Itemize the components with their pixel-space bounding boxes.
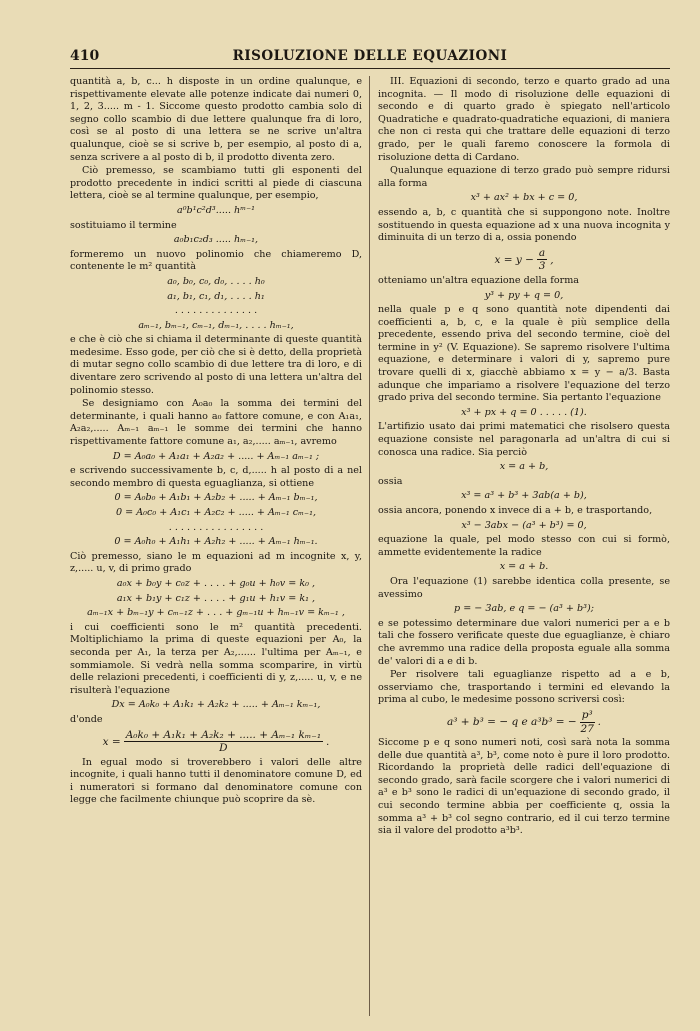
denominator: D <box>219 742 228 755</box>
fraction <box>537 247 547 273</box>
fraction-formula <box>70 729 362 755</box>
formula: 0 = A₀c₀ + A₁c₁ + A₂c₂ + ..... + Aₘ₋₁ cₘ₋₁, <box>115 507 316 518</box>
paragraph: Per risolvere tali eguaglianze rispetto ad a e b, osserviamo che, trasportando i termini ed elevando la prima al cubo, le medesime possono scriversi così: <box>378 669 670 706</box>
paragraph: Ciò premesso, siano le m equazioni ad m incognite x, y, z,..... u, v, di primo grado <box>70 550 362 575</box>
left-column <box>70 76 362 808</box>
formula: . . . . . . . . . . . . . . <box>174 305 258 317</box>
paragraph: In egual modo si troverebbero i valori delle altre incognite, i quali hanno tutti il denominatore comune D, ed i numeratori si formano dal denominatore comune con legge che facilmente chiunque può scoprire da sè. <box>70 756 362 806</box>
formula: x = a + b, <box>499 461 549 473</box>
numerator: p³ <box>581 708 593 721</box>
paragraph: equazione la quale, pel modo stesso con cui si formò, ammette evidentemente la radice <box>378 534 670 558</box>
paragraph: e che è ciò che si chiama il determinante di queste quantità medesime. Esso gode, per ciò che si è detto, della proprietà di mutar segno collo scambio di due lettere tra di loro, e di diventare zero scrivendo al posto di una lettera un'altra del polinomio stesso. <box>70 334 362 396</box>
fraction-formula <box>378 247 670 273</box>
formula: a₁, b₁, c₁, d₁, . . . . h₁ <box>167 290 265 302</box>
paragraph: quantità a, b, c... h disposte in un ordine qualunque, e rispettivamente elevate alle potenze indicate dai numeri 0, 1, 2, 3..... m - 1. Siccome questo prodotto cambia solo di segno collo scambio di due lettere qualunque fra di loro, così se al posto di una lettera se ne scrive un'altra qualunque, cioè se si scrive b, per esempio, al posto di a, senza scrivere a al posto di b, il prodotto diventa zero. <box>70 76 362 163</box>
formula-end: . <box>326 735 330 748</box>
paragraph: essendo a, b, c quantità che si suppongono note. Inoltre sostituendo in questa equazione ad x una nuova incognita y diminuita di un terzo di a, ossia ponendo <box>378 206 670 244</box>
formula: D = A₀a₀ + A₁a₁ + A₂a₂ + ..... + Aₘ₋₁ aₘ₋₁ ; <box>112 450 320 462</box>
formula: x³ + px + q = 0 . . . . . (1). <box>461 406 587 418</box>
formula: x³ = a³ + b³ + 3ab(a + b), <box>461 490 587 502</box>
formula-end: . <box>597 716 602 728</box>
paragraph: ossia <box>378 475 403 487</box>
paragraph: otteniamo un'altra equazione della forma <box>378 274 580 286</box>
page-header <box>70 44 670 68</box>
formula: y³ + py + q = 0, <box>484 289 564 301</box>
formula: x³ + ax² + bx + c = 0, <box>470 192 578 204</box>
paragraph: L'artifizio usato dai primi matematici che risolsero questa equazione consiste nel paragonarla ad un'altra di cui si conosca una radice. Sia perciò <box>378 421 670 458</box>
denominator: 3 <box>538 260 546 273</box>
formula: aₘ₋₁x + bₘ₋₁y + cₘ₋₁z + . . . + gₘ₋₁u + hₘ₋₁v = kₘ₋₁ , <box>87 607 345 619</box>
denominator: 27 <box>580 722 594 735</box>
formula: a₀, b₀, c₀, d₀, . . . . h₀ <box>167 275 265 287</box>
paragraph: Qualunque equazione di terzo grado può sempre ridursi alla forma <box>378 165 670 189</box>
formula-lhs: x = y − <box>494 253 534 266</box>
formula: a⁰b¹c²d³..... hᵐ⁻¹ <box>176 204 256 216</box>
formula: a₀b₁c₂d₃ ..... hₘ₋₁, <box>173 234 259 246</box>
formula: x = a + b. <box>499 561 549 573</box>
paragraph: sostituiamo il termine <box>70 219 177 231</box>
numerator: a <box>538 246 546 259</box>
column-divider <box>369 76 370 1016</box>
paragraph: e se potessimo determinare due valori numerici per a e b tali che fossero verificate queste due eguaglianze, è chiaro che avremmo una radice della proposta eguale alla somma de' valori di a e di b. <box>378 617 670 667</box>
page-number: 410 <box>70 48 100 64</box>
fraction <box>124 729 323 755</box>
paragraph: nella quale p e q sono quantità note dipendenti dai coefficienti a, b, c, e la quale è più semplice della precedente, essendo priva del secondo termine, cioè del termine in y² (V. Equazione). Se sapremo risolvere l'ultima equazione, e determinare i valori di y, sapremo pure trovare quelli di x, giacchè abbiamo x = y − a/3. Basta adunque che impariamo a risolvere l'equazione del terzo grado priva del secondo termine. Sia pertanto l'equazione <box>378 304 670 404</box>
numerator: A₀k₀ + A₁k₁ + A₂k₂ + ..... + Aₘ₋₁ kₘ₋₁ <box>125 728 322 741</box>
fraction <box>580 709 595 735</box>
running-title: RISOLUZIONE DELLE EQUAZIONI <box>232 48 508 64</box>
paragraph: Siccome p e q sono numeri noti, così sarà nota la somma delle due quantità a³, b³, come noto è pure il loro prodotto. Ricordando la proprietà delle radici dell'equazione di secondo grado, sarà facile scorgere che i valori numerici di a³ e b³ sono le radici di un'equazione di secondo grado, il cui secondo termine abbia per coefficiente q, ossia la somma a³ + b³ col segno contrario, ed il cui terzo termine sia il valore del prodotto a³b³. <box>378 737 670 837</box>
paragraph: ossia ancora, ponendo x invece di a + b, e trasportando, <box>378 505 653 516</box>
formula: aₘ₋₁, bₘ₋₁, cₘ₋₁, dₘ₋₁, . . . . hₘ₋₁, <box>138 319 294 331</box>
fraction-formula <box>378 709 670 735</box>
paragraph: d'onde <box>70 713 103 725</box>
paragraph: i cui coefficienti sono le m² quantità precedenti. Moltiplichiamo la prima di queste equazioni per A₀, la seconda per A₁, la terza per A₂,...... l'ultima per Aₘ₋₁, e sommiamole. Si vedrà nella somma scomparire, in virtù delle relazioni precedenti, i coefficienti di y, z,..... u, v, e ne risulterà l'equazione <box>70 621 362 696</box>
paragraph: formeremo un nuovo polinomio che chiameremo D, contenente le m² quantità <box>70 248 362 273</box>
paragraph: Se designiamo con A₀a₀ la somma dei termini del determinante, i quali hanno a₀ fattore comune, e con A₁a₁, A₂a₂,..... Aₘ₋₁ aₘ₋₁ le somme dei termini che hanno rispettivamente fattore comune a₁, a₂,..... aₘ₋₁, avremo <box>70 398 362 448</box>
formula: . . . . . . . . . . . . . . . . <box>168 521 264 533</box>
paragraph: Ora l'equazione (1) sarebbe identica colla presente, se avessimo <box>378 575 670 600</box>
formula: 0 = A₀h₀ + A₁h₁ + A₂h₂ + ..... + Aₘ₋₁ hₘ₋₁. <box>114 536 318 548</box>
formula: Dx = A₀k₀ + A₁k₁ + A₂k₂ + ..... + Aₘ₋₁ kₘ₋₁, <box>111 699 321 711</box>
paragraph: e scrivendo successivamente b, c, d,..... h al posto di a nel secondo membro di questa eguaglianza, si ottiene <box>70 465 362 489</box>
formula: p = − 3ab, e q = − (a³ + b³); <box>454 603 594 615</box>
right-column <box>378 76 670 839</box>
paragraph: III. Equazioni di secondo, terzo e quarto grado ad una incognita. — Il modo di risoluzione delle equazioni di secondo e di quarto grado è spiegato nell'articolo Quadratiche e quadrato-quadratiche equazioni, di maniera che non ci resta qui che trattare delle equazioni di terzo grado, per le quali faremo conoscere la formola di risoluzione detta di Cardano. <box>378 76 670 163</box>
header-rule <box>70 68 670 69</box>
formula-lhs: a³ + b³ = − q e a³b³ = − <box>446 716 577 728</box>
formula: x³ − 3abx − (a³ + b³) = 0, <box>461 519 587 531</box>
formula-end: , <box>550 253 554 266</box>
paragraph: Ciò premesso, se scambiamo tutti gli esponenti del prodotto precedente in indici scritti al piede di ciascuna lettera, cioè se al termine qualunque, per esempio, <box>70 165 362 202</box>
formula: a₁x + b₁y + c₁z + . . . . + g₁u + h₁v = k₁ , <box>116 592 316 604</box>
formula-lhs: x = <box>102 735 121 748</box>
formula: 0 = A₀b₀ + A₁b₁ + A₂b₂ + ..... + Aₘ₋₁ bₘ₋₁, <box>114 492 318 504</box>
formula: a₀x + b₀y + c₀z + . . . . + g₀u + h₀v = k₀ , <box>116 577 316 589</box>
